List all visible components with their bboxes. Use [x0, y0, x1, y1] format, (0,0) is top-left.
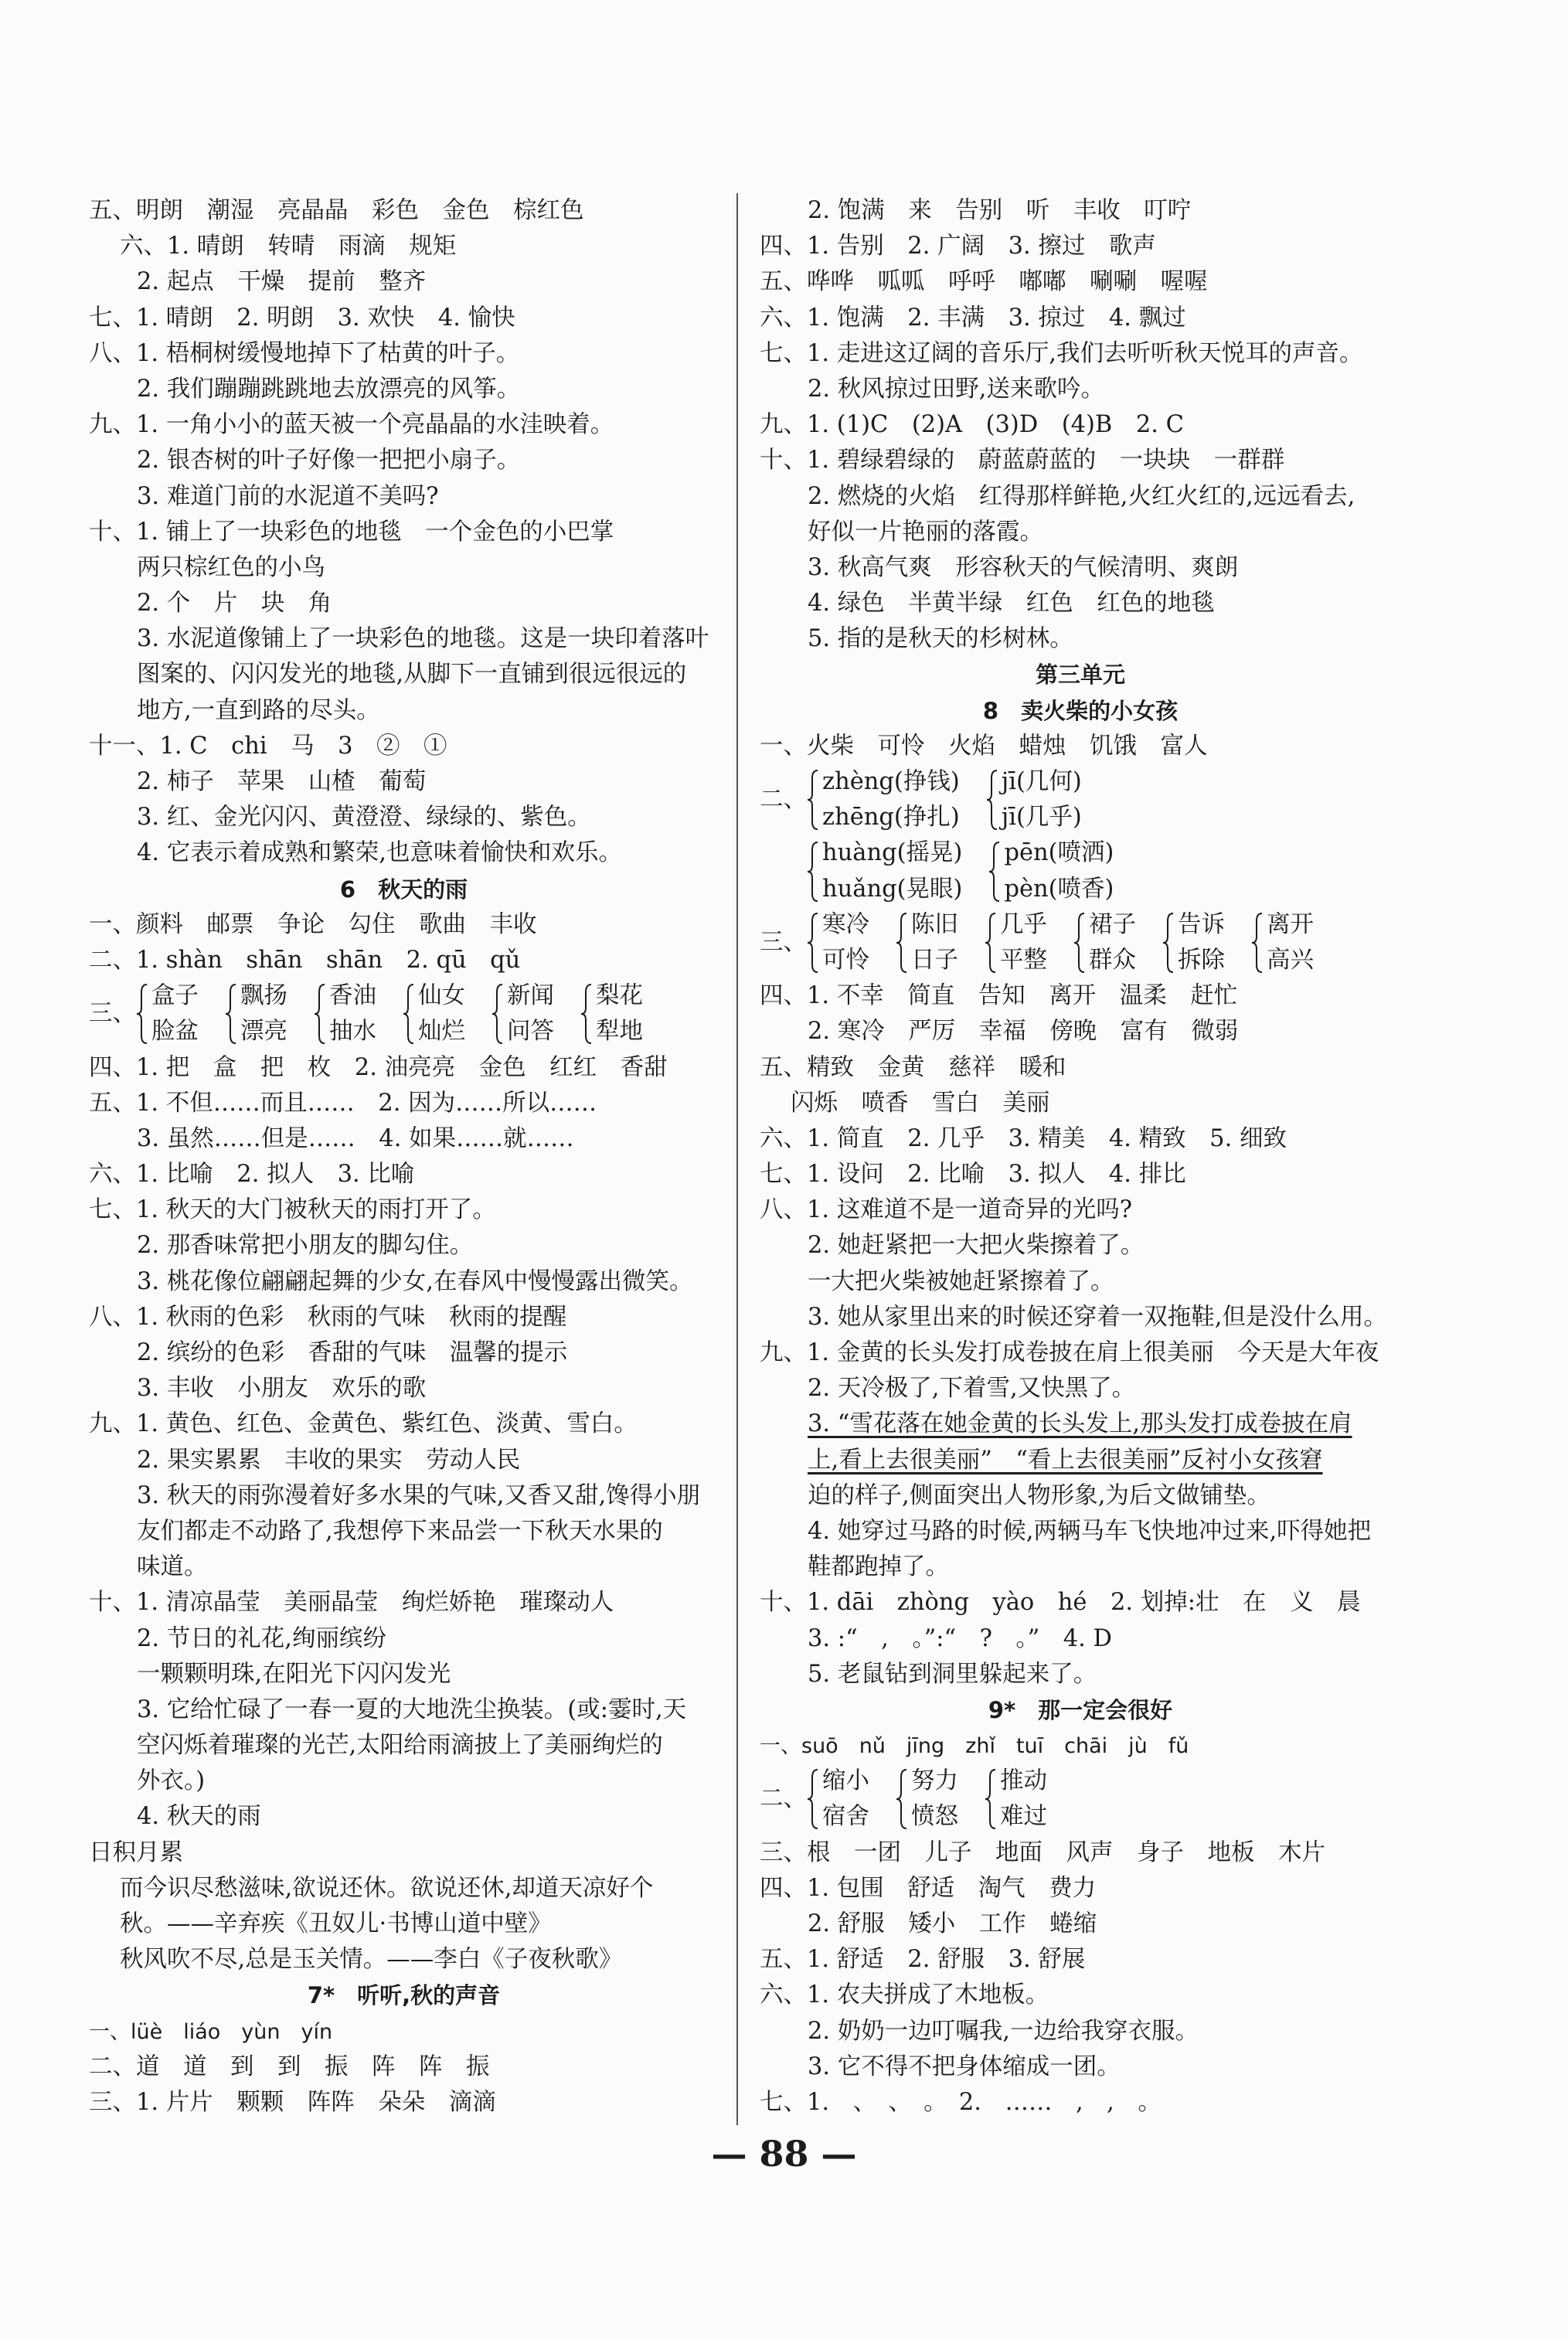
- answer-line: 闪烁 喷香 雪白 美丽: [791, 1089, 1050, 1117]
- answer-line: 2. 柿子 苹果 山楂 葡萄: [137, 768, 427, 795]
- answer-line: 一、颜料 邮票 争论 勾住 歌曲 丰收: [89, 910, 537, 938]
- pair-word: 新闻: [507, 982, 554, 1010]
- section-heading: 第三单元: [1035, 662, 1125, 689]
- answer-line: 2. 个 片 块 角: [137, 590, 332, 617]
- answer-line: 3. 红、金光闪闪、黄澄澄、绿绿的、紫色。: [137, 804, 591, 832]
- pair-word: pèn(喷香): [1004, 875, 1114, 903]
- answer-line: 秋风吹不尽,总是玉关情。——李白《子夜秋歌》: [120, 1946, 623, 1974]
- pair-word: 愤怒: [911, 1803, 958, 1831]
- column-divider: [736, 193, 738, 2125]
- brace-icon: [1162, 912, 1175, 974]
- word-pair: [1089, 907, 1136, 978]
- answer-line: 2. 缤纷的色彩 香甜的气味 温馨的提示: [137, 1339, 568, 1367]
- pair-word: 陈旧: [911, 910, 958, 938]
- brace-icon: [314, 983, 326, 1045]
- answer-line: 2. 我们蹦蹦跳跳地去放漂亮的风筝。: [137, 375, 521, 403]
- answer-line: 七、1. 走进这辽阔的音乐厅,我们去听听秋天悦耳的声音。: [760, 339, 1363, 367]
- answer-line: 六、1. 农夫拼成了木地板。: [760, 1981, 1049, 2009]
- answer-line: 七、1. 、 、 。 2. …… , , 。: [760, 2089, 1162, 2116]
- answer-line: 六、1. 简直 2. 几乎 3. 精美 4. 精致 5. 细致: [760, 1124, 1287, 1152]
- pair-word: 告诉: [1178, 910, 1225, 938]
- brace-icon: [491, 983, 504, 1045]
- brace-icon: [807, 841, 819, 903]
- answer-line: 鞋都跑掉了。: [808, 1553, 949, 1581]
- answer-line: 5. 指的是秋天的杉树林。: [808, 625, 1073, 653]
- answer-line: 五、精致 金黄 慈祥 暖和: [760, 1053, 1066, 1081]
- answer-line: 3. 秋天的雨弥漫着好多水果的气味,又香又甜,馋得小朋: [137, 1481, 701, 1509]
- pair-word: 梨花: [596, 982, 643, 1010]
- answer-line: 图案的、闪闪发光的地毯,从脚下一直铺到很远很远的: [137, 661, 687, 689]
- answer-line: 2. 银杏树的叶子好像一把把小扇子。: [137, 447, 521, 474]
- brace-icon: [985, 1768, 997, 1830]
- answer-line: 3. 水泥道像铺上了一块彩色的地毯。这是一块印着落叶: [137, 625, 709, 653]
- answer-column-right: [760, 193, 1401, 2121]
- section-heading: 8 卖火柴的小女孩: [982, 697, 1179, 724]
- question-number: 三、: [760, 928, 807, 956]
- pair-word: 离开: [1267, 910, 1314, 938]
- answer-line: 七、1. 设问 2. 比喻 3. 拟人 4. 排比: [760, 1161, 1186, 1189]
- answer-line: 2. 秋风掠过田野,送来歌吟。: [808, 375, 1104, 403]
- answer-line: 2. 奶奶一边叮嘱我,一边给我穿衣服。: [808, 2017, 1199, 2045]
- answer-line: 二、1. shàn shān shān 2. qū qǔ: [89, 946, 521, 974]
- answer-line: 3. 秋高气爽 形容秋天的气候清明、爽朗: [808, 553, 1239, 581]
- answer-line: 二、道 道 到 到 振 阵 阵 振: [89, 2053, 490, 2080]
- brace-icon: [1251, 912, 1264, 974]
- answer-line: 3. 难道门前的水泥道不美吗?: [137, 482, 439, 510]
- answer-line: 七、1. 晴朗 2. 明朗 3. 欢快 4. 愉快: [89, 304, 515, 332]
- answer-line: 六、1. 比喻 2. 拟人 3. 比喻: [89, 1161, 415, 1189]
- answer-line: 空闪烁着璀璨的光芒,太阳给雨滴披上了美丽绚烂的: [137, 1732, 663, 1760]
- question-number: 二、: [760, 786, 807, 814]
- answer-line: 4. 秋天的雨: [137, 1803, 261, 1831]
- brace-icon: [580, 983, 593, 1045]
- pair-word: huàng(摇晃): [822, 839, 963, 867]
- answer-line: 一、lüè liáo yùn yín: [89, 2019, 333, 2044]
- pair-word: 拆除: [1178, 946, 1225, 974]
- answer-line: 外衣。): [137, 1767, 206, 1795]
- word-pair: [822, 764, 960, 835]
- word-pair: [507, 978, 554, 1049]
- word-pair: [596, 978, 643, 1049]
- answer-line: 四、1. 把 盒 把 枚 2. 油亮亮 金色 红红 香甜: [89, 1053, 668, 1081]
- pair-word: 寒冷: [822, 910, 869, 938]
- answer-line: 一颗颗明珠,在阳光下闪闪发光: [137, 1660, 451, 1688]
- answer-line: 八、1. 梧桐树缓慢地掉下了枯黄的叶子。: [89, 339, 520, 367]
- answer-line: 2. 果实累累 丰收的果实 劳动人民: [137, 1446, 521, 1474]
- answer-line: 八、1. 秋雨的色彩 秋雨的气味 秋雨的提醒: [89, 1303, 567, 1331]
- answer-line: 日积月累: [89, 1838, 183, 1866]
- answer-line: 九、1. 一角小小的蓝天被一个亮晶晶的水洼映着。: [89, 411, 614, 439]
- pair-word: jī(几乎): [1001, 804, 1082, 832]
- word-pair: [418, 978, 465, 1049]
- pair-word: 仙女: [418, 982, 465, 1010]
- answer-line: 5. 老鼠钻到洞里躲起来了。: [808, 1660, 1097, 1688]
- answer-line: 2. 燃烧的火焰 红得那样鲜艳,火红火红的,远远看去,: [808, 482, 1355, 510]
- pair-word: zhèng(挣钱): [822, 768, 960, 795]
- pair-word: 盒子: [151, 982, 199, 1010]
- answer-line: 十、1. 铺上了一块彩色的地毯 一个金色的小巴掌: [89, 518, 614, 546]
- answer-line: 四、1. 告别 2. 广阔 3. 擦过 歌声: [760, 233, 1156, 260]
- answer-line: 地方,一直到路的尽头。: [137, 696, 380, 724]
- section-heading: 7* 听听,秋的声音: [307, 1982, 501, 2009]
- word-pair: [151, 978, 199, 1049]
- answer-line: 4. 她穿过马路的时候,两辆马车飞快地冲过来,吓得她把: [808, 1517, 1372, 1545]
- answer-line: 一、suō nǔ jīng zhǐ tuī chāi jù fǔ: [760, 1734, 1189, 1759]
- answer-line: 3. 它不得不把身体缩成一团。: [808, 2053, 1121, 2080]
- pair-word: 难过: [1000, 1803, 1047, 1831]
- answer-column-left: [89, 193, 719, 2121]
- pair-word: 可怜: [822, 946, 869, 974]
- answer-line: 好似一片艳丽的落霞。: [808, 518, 1043, 546]
- pair-word: 裙子: [1089, 910, 1136, 938]
- brace-icon: [225, 983, 237, 1045]
- answer-line: 八、1. 这难道不是一道奇异的光吗?: [760, 1196, 1133, 1224]
- pair-word: 缩小: [822, 1767, 869, 1795]
- answer-line: 迫的样子,侧面突出人物形象,为后文做铺垫。: [808, 1481, 1270, 1509]
- answer-line: 五、明朗 潮湿 亮晶晶 彩色 金色 棕红色: [89, 197, 584, 224]
- answer-line: 六、1. 晴朗 转晴 雨滴 规矩: [120, 233, 457, 260]
- answer-line: 3. 她从家里出来的时候还穿着一双拖鞋,但是没什么用。: [808, 1303, 1387, 1331]
- pair-word: 灿烂: [418, 1018, 465, 1046]
- word-pair: [1002, 764, 1082, 835]
- answer-line: 2. 饱满 来 告别 听 丰收 叮咛: [808, 197, 1192, 224]
- section-heading: 6 秋天的雨: [339, 876, 468, 903]
- answer-line: 3. 它给忙碌了一春一夏的大地洗尘换装。(或:霎时,天: [137, 1695, 687, 1723]
- answer-line: 九、1. (1)C (2)A (3)D (4)B 2. C: [760, 411, 1184, 439]
- answer-line: 2. 天冷极了,下着雪,又快黑了。: [808, 1375, 1136, 1403]
- word-pair: [240, 978, 287, 1049]
- answer-line: 2. 那香味常把小朋友的脚勾住。: [137, 1232, 474, 1260]
- answer-line: 2. 起点 干燥 提前 整齐: [137, 268, 427, 296]
- answer-line: 3. “雪花落在她金黄的长头发上,那头发打成卷披在肩: [808, 1410, 1352, 1438]
- pair-word: 日子: [911, 946, 958, 974]
- answer-line: 五、1. 不但……而且…… 2. 因为……所以……: [89, 1089, 597, 1117]
- word-pair: [1004, 835, 1114, 906]
- answer-line: 2. 节日的礼花,绚丽缤纷: [137, 1624, 386, 1652]
- brace-icon: [985, 912, 997, 974]
- answer-line: 而今识尽愁滋味,欲说还休。欲说还休,却道天凉好个: [120, 1874, 654, 1902]
- brace-icon: [986, 769, 998, 831]
- brace-group: [760, 835, 1401, 906]
- answer-line: 一大把火柴被她赶紧擦着了。: [808, 1267, 1114, 1295]
- word-pair: [1000, 1764, 1047, 1835]
- page-number: — 88 —: [711, 2133, 857, 2175]
- answer-line: 两只棕红色的小鸟: [137, 553, 325, 581]
- answer-line: 3. :“ , 。”:“ ? 。” 4. D: [808, 1624, 1113, 1652]
- pair-word: pēn(喷洒): [1004, 839, 1114, 867]
- answer-line: 3. 虽然……但是…… 4. 如果……就……: [137, 1124, 574, 1152]
- brace-icon: [807, 1768, 819, 1830]
- answer-line: 五、哗哗 呱呱 呼呼 嘟嘟 唰唰 喔喔: [760, 268, 1208, 296]
- answer-line: 上,看上去很美丽” “看上去很美丽”反衬小女孩窘: [808, 1446, 1323, 1474]
- answer-line: 2. 寒冷 严厉 幸福 傍晚 富有 微弱: [808, 1018, 1239, 1046]
- answer-line: 十、1. 清凉晶莹 美丽晶莹 绚烂娇艳 璀璨动人: [89, 1589, 614, 1617]
- question-number: 二、: [760, 1785, 807, 1813]
- answer-line: 九、1. 黄色、红色、金黄色、紫红色、淡黄、雪白。: [89, 1410, 638, 1438]
- answer-line: 4. 它表示着成熟和繁荣,也意味着愉快和欢乐。: [137, 839, 622, 867]
- answer-line: 秋。——辛弃疾《丑奴儿·书博山道中壁》: [120, 1910, 552, 1938]
- pair-word: huǎng(晃眼): [822, 875, 963, 903]
- brace-group: [760, 907, 1401, 978]
- pair-word: 几乎: [1000, 910, 1047, 938]
- word-pair: [1267, 907, 1314, 978]
- question-number: 三、: [89, 1000, 136, 1028]
- brace-icon: [403, 983, 415, 1045]
- answer-line: 2. 舒服 矮小 工作 蜷缩: [808, 1910, 1097, 1938]
- brace-group: [760, 764, 1401, 835]
- brace-group: [89, 978, 719, 1049]
- pair-word: 平整: [1000, 946, 1047, 974]
- brace-icon: [807, 769, 819, 831]
- word-pair: [822, 907, 869, 978]
- answer-line: 四、1. 不幸 简直 告知 离开 温柔 赶忙: [760, 982, 1238, 1010]
- pair-word: 抽水: [329, 1018, 376, 1046]
- brace-group: [760, 1764, 1401, 1835]
- pair-word: 推动: [1000, 1767, 1047, 1795]
- question-number: [760, 853, 807, 889]
- brace-icon: [136, 983, 148, 1045]
- pair-word: 高兴: [1267, 946, 1314, 974]
- pair-word: 宿舍: [822, 1803, 869, 1831]
- word-pair: [822, 835, 962, 906]
- answer-line: 三、1. 片片 颗颗 阵阵 朵朵 滴滴: [89, 2088, 496, 2116]
- answer-line: 4. 绿色 半黄半绿 红色 红色的地毯: [808, 590, 1215, 617]
- pair-word: jī(几何): [1001, 768, 1082, 795]
- answer-line: 五、1. 舒适 2. 舒服 3. 舒展: [760, 1946, 1086, 1974]
- answer-line: 十、1. 碧绿碧绿的 蔚蓝蔚蓝的 一块块 一群群: [760, 447, 1285, 474]
- pair-word: 漂亮: [240, 1018, 287, 1046]
- answer-line: 六、1. 饱满 2. 丰满 3. 掠过 4. 飘过: [760, 304, 1186, 332]
- answer-line: 味道。: [137, 1553, 208, 1581]
- brace-icon: [1073, 912, 1086, 974]
- answer-line: 三、根 一团 儿子 地面 风声 身子 地板 木片: [760, 1838, 1325, 1866]
- answer-line: 十一、1. C chi 马 3 ② ①: [89, 732, 447, 760]
- pair-word: 群众: [1089, 946, 1136, 974]
- brace-icon: [807, 912, 819, 974]
- word-pair: [1000, 907, 1047, 978]
- pair-word: 问答: [507, 1018, 554, 1046]
- pair-word: 脸盆: [151, 1018, 199, 1046]
- word-pair: [911, 907, 958, 978]
- word-pair: [329, 978, 376, 1049]
- word-pair: [1178, 907, 1225, 978]
- answer-line: 十、1. dāi zhòng yào hé 2. 划掉:壮 在 义 晨: [760, 1589, 1361, 1617]
- answer-line: 七、1. 秋天的大门被秋天的雨打开了。: [89, 1196, 496, 1224]
- answer-line: 四、1. 包围 舒适 淘气 费力: [760, 1874, 1097, 1902]
- brace-icon: [988, 841, 1001, 903]
- section-heading: 9* 那一定会很好: [988, 1696, 1173, 1723]
- pair-word: 努力: [911, 1767, 958, 1795]
- answer-line: 3. 桃花像位翩翩起舞的少女,在春风中慢慢露出微笑。: [137, 1267, 693, 1295]
- answer-line: 一、火柴 可怜 火焰 蜡烛 饥饿 富人: [760, 732, 1208, 760]
- brace-icon: [896, 1768, 908, 1830]
- answer-line: 友们都走不动路了,我想停下来品尝一下秋天水果的: [137, 1517, 663, 1545]
- pair-word: 犁地: [596, 1018, 643, 1046]
- pair-word: 飘扬: [240, 982, 287, 1010]
- word-pair: [911, 1764, 958, 1835]
- answer-line: 九、1. 金黄的长头发打成卷披在肩上很美丽 今天是大年夜: [760, 1339, 1379, 1367]
- brace-icon: [896, 912, 908, 974]
- pair-word: zhēng(挣扎): [822, 804, 960, 832]
- answer-line: 3. 丰收 小朋友 欢乐的歌: [137, 1375, 427, 1403]
- word-pair: [822, 1764, 869, 1835]
- pair-word: 香油: [329, 982, 376, 1010]
- answer-line: 2. 她赶紧把一大把火柴擦着了。: [808, 1232, 1145, 1260]
